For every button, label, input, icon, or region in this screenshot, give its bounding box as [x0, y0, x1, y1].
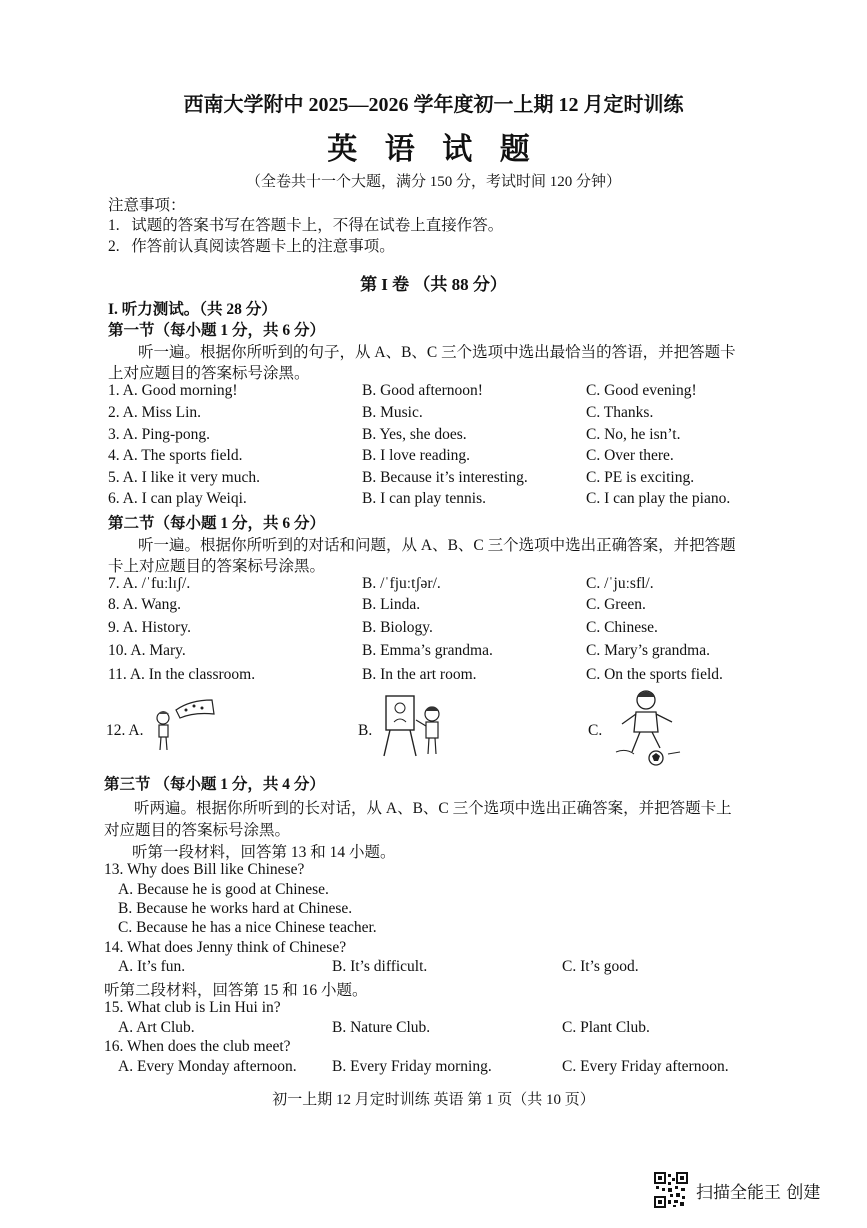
instruction: 卡上对应题目的答案标号涂黑。	[108, 558, 326, 575]
option-c: C. It’s good.	[562, 958, 639, 975]
notes-item: 1. 试题的答案书写在答题卡上，不得在试卷上直接作答。	[108, 217, 504, 234]
notes-item: 2. 作答前认真阅读答题卡上的注意事项。	[108, 238, 395, 255]
option-c: C. Green.	[586, 596, 646, 613]
option-c: C. On the sports field.	[586, 666, 723, 683]
option-b: B. Linda.	[362, 596, 421, 613]
option-b: B. In the art room.	[362, 666, 477, 683]
option-a: 5. A. I like it very much.	[108, 469, 260, 486]
option-c: C. Mary’s grandma.	[586, 642, 710, 659]
question-stem: 13. Why does Bill like Chinese?	[104, 861, 305, 878]
question-stem: 15. What club is Lin Hui in?	[104, 999, 281, 1016]
option-b: B. Because it’s interesting.	[362, 469, 528, 486]
option-b: B. Good afternoon!	[362, 382, 483, 399]
question-stem: 16. When does the club meet?	[104, 1038, 291, 1055]
option-c: C. I can play the piano.	[586, 490, 731, 507]
section-title: I. 听力测试。（共 28 分）	[108, 301, 277, 318]
option-b: B. It’s difficult.	[332, 958, 428, 975]
instruction: 对应题目的答案标号涂黑。	[104, 822, 291, 839]
instruction: 听一遍。根据你所听到的对话和问题，从 A、B、C 三个选项中选出正确答案，并把答题	[138, 537, 736, 554]
option-c: C. Because he has a nice Chinese teacher.	[118, 919, 377, 936]
option-c: C. Plant Club.	[562, 1019, 650, 1036]
singing-girl-picture	[150, 696, 220, 761]
option-b: B. Biology.	[362, 619, 433, 636]
painting-boy-picture	[380, 690, 450, 767]
instruction: 听一遍。根据你所听到的句子，从 A、B、C 三个选项中选出最恰当的答语，并把答题卡	[138, 344, 736, 361]
watermark-text: 扫描全能王 创建	[696, 1182, 821, 1203]
option-c: C. Thanks.	[586, 404, 654, 421]
option-b: B. Music.	[362, 404, 423, 421]
option-c: C. Over there.	[586, 447, 674, 464]
option-a: 12. A.	[106, 722, 144, 739]
instruction: 听两遍。根据你所听到的长对话，从 A、B、C 三个选项中选出正确答案，并把答题卡上	[134, 800, 732, 817]
material-note: 听第二段材料，回答第 15 和 16 小题。	[104, 982, 368, 999]
option-c: C. No, he isn’t.	[586, 426, 681, 443]
exam-subtitle: （全卷共十一个大题，满分 150 分，考试时间 120 分钟）	[245, 174, 621, 190]
option-a: 11. A. In the classroom.	[108, 666, 256, 683]
material-note: 听第一段材料，回答第 13 和 14 小题。	[132, 844, 396, 861]
exam-title: 西南大学附中 2025—2026 学年度初一上期 12 月定时训练	[183, 94, 684, 116]
option-a: 6. A. I can play Weiqi.	[108, 490, 247, 507]
option-b: B. Nature Club.	[332, 1019, 431, 1036]
instruction: 上对应题目的答案标号涂黑。	[108, 365, 310, 382]
scanner-watermark	[654, 1172, 820, 1208]
option-c: C.	[588, 722, 603, 739]
subsection-title: 第二节（每小题 1 分，共 6 分）	[108, 515, 326, 532]
question-stem: 14. What does Jenny think of Chinese?	[104, 939, 347, 956]
notes-heading: 注意事项：	[108, 197, 186, 214]
subsection-title: 第三节 （每小题 1 分，共 4 分）	[104, 776, 325, 793]
option-c: C. Every Friday afternoon.	[562, 1058, 729, 1075]
option-c: C. Chinese.	[586, 619, 658, 636]
subject-title: 英 语 试 题	[327, 133, 540, 166]
option-a: 10. A. Mary.	[108, 642, 186, 659]
volume-heading: 第 I 卷 （共 88 分）	[360, 275, 507, 294]
option-a: 8. A. Wang.	[108, 596, 181, 613]
football-boy-picture	[610, 686, 686, 775]
option-a: A. It’s fun.	[118, 958, 186, 975]
option-b: B. Every Friday morning.	[332, 1058, 492, 1075]
option-a: 3. A. Ping-pong.	[108, 426, 211, 443]
qr-code-icon	[654, 1172, 688, 1208]
option-b: B. /ˈfjuːtʃər/.	[362, 575, 441, 592]
option-a: 7. A. /ˈfuːlɪʃ/.	[108, 575, 191, 592]
option-b: B.	[358, 722, 373, 739]
option-c: C. Good evening!	[586, 382, 697, 399]
option-c: C. /ˈjuːsfl/.	[586, 575, 654, 592]
option-b: B. I can play tennis.	[362, 490, 486, 507]
option-b: B. Emma’s grandma.	[362, 642, 493, 659]
option-a: A. Every Monday afternoon.	[118, 1058, 297, 1075]
option-b: B. Yes, she does.	[362, 426, 467, 443]
option-a: 4. A. The sports field.	[108, 447, 243, 464]
option-a: 2. A. Miss Lin.	[108, 404, 202, 421]
option-b: B. I love reading.	[362, 447, 471, 464]
option-a: 9. A. History.	[108, 619, 191, 636]
option-b: B. Because he works hard at Chinese.	[118, 900, 353, 917]
option-a: 1. A. Good morning!	[108, 382, 238, 399]
option-a: A. Because he is good at Chinese.	[118, 881, 329, 898]
option-c: C. PE is exciting.	[586, 469, 695, 486]
subsection-title: 第一节（每小题 1 分，共 6 分）	[108, 322, 326, 339]
option-a: A. Art Club.	[118, 1019, 195, 1036]
page-footer: 初一上期 12 月定时训练 英语 第 1 页（共 10 页）	[272, 1092, 595, 1108]
